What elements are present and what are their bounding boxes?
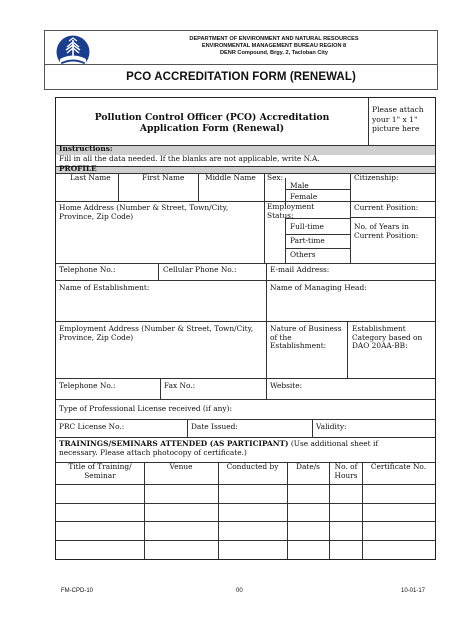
divider bbox=[287, 462, 288, 559]
divider bbox=[266, 280, 267, 378]
male-option[interactable]: Male bbox=[290, 181, 309, 190]
divider bbox=[285, 218, 286, 263]
agency-line-1: DEPARTMENT OF ENVIRONMENT AND NATURAL RESOURCES bbox=[189, 36, 359, 42]
managing-head-label: Name of Managing Head: bbox=[270, 283, 367, 292]
establishment-category-label: Establishment Category based on DAO 20AA-BB: bbox=[352, 324, 423, 351]
sex-label: Sex: bbox=[267, 173, 284, 182]
footer-date: 10-01-17 bbox=[401, 588, 426, 594]
divider bbox=[218, 462, 219, 559]
agency-line-3: DENR Compound, Brgy. 2, Tacloban City bbox=[220, 49, 328, 56]
divider bbox=[187, 419, 188, 437]
divider bbox=[56, 321, 435, 322]
divider bbox=[285, 234, 350, 235]
divider bbox=[56, 419, 435, 420]
validity-label: Validity: bbox=[316, 422, 347, 431]
divider bbox=[350, 217, 435, 218]
divider bbox=[56, 263, 435, 264]
divider bbox=[266, 378, 267, 399]
divider bbox=[56, 484, 435, 485]
divider bbox=[56, 378, 435, 379]
footer-form-code: FM-CPD-10 bbox=[61, 588, 94, 594]
col-cert-header: Certificate No. bbox=[370, 462, 427, 471]
trainings-note: (Use additional sheet if bbox=[288, 439, 379, 448]
divider bbox=[329, 462, 330, 559]
agency-line-2: ENVIRONMENTAL MANAGEMENT BUREAU REGION 8 bbox=[201, 42, 347, 49]
divider bbox=[118, 173, 119, 201]
application-form bbox=[55, 97, 436, 560]
years-position-label: No. of Years in Current Position: bbox=[354, 222, 419, 240]
trainings-note-2: necessary. Please attach photocopy of certificate.) bbox=[59, 448, 247, 457]
footer-revision: 00 bbox=[236, 588, 243, 594]
col-title-header: Title of Training/ Seminar bbox=[68, 462, 132, 480]
divider bbox=[158, 263, 159, 280]
full-time-option[interactable]: Full-time bbox=[290, 222, 324, 231]
divider bbox=[56, 166, 435, 167]
first-name-label: First Name bbox=[142, 173, 185, 182]
profile-shade bbox=[56, 166, 435, 173]
divider bbox=[264, 173, 265, 263]
establishment-label: Name of Establishment: bbox=[59, 283, 150, 292]
last-name-label: Last Name bbox=[70, 173, 111, 182]
col-conducted-header: Conducted by bbox=[226, 462, 279, 471]
divider bbox=[347, 321, 348, 378]
col-dates-header: Date/s bbox=[296, 462, 320, 471]
divider bbox=[56, 521, 435, 522]
date-issued-label: Date Issued: bbox=[191, 422, 238, 431]
profile-label: PROFILE bbox=[59, 164, 97, 173]
license-type-label: Type of Professional License received (if any): bbox=[59, 404, 232, 413]
form-title-box bbox=[44, 64, 438, 90]
divider bbox=[312, 419, 313, 437]
divider bbox=[56, 503, 435, 504]
divider bbox=[56, 540, 435, 541]
citizenship-label: Citizenship: bbox=[354, 173, 399, 182]
divider bbox=[144, 462, 145, 559]
instructions-text: Fill in all the data needed. If the blanks are not applicable, write N.A. bbox=[59, 154, 320, 163]
divider bbox=[56, 201, 435, 202]
main-title-line-1: Pollution Control Officer (PCO) Accreditation bbox=[94, 112, 330, 123]
agency-block bbox=[115, 36, 433, 57]
home-address-label: Home Address (Number & Street, Town/City, Province, Zip Code) bbox=[59, 203, 229, 221]
divider bbox=[285, 248, 350, 249]
divider bbox=[160, 378, 161, 399]
main-title-line-2: Application Form (Renewal) bbox=[139, 123, 285, 134]
fax-label: Fax No.: bbox=[164, 381, 196, 390]
divider bbox=[56, 280, 435, 281]
email-label: E-mail Address: bbox=[270, 265, 330, 274]
instructions-label: Instructions: bbox=[59, 144, 113, 153]
part-time-option[interactable]: Part-time bbox=[290, 236, 325, 245]
trainings-title: TRAININGS/SEMINARS ATTENDED (AS PARTICIPANT) bbox=[59, 439, 289, 448]
divider bbox=[266, 263, 267, 280]
telephone-2-label: Telephone No.: bbox=[59, 381, 116, 390]
middle-name-label: Middle Name bbox=[205, 173, 256, 182]
others-option[interactable]: Others bbox=[290, 250, 316, 259]
divider bbox=[198, 173, 199, 201]
col-hours-header: No. of Hours bbox=[334, 462, 358, 480]
col-venue-header: Venue bbox=[169, 462, 193, 471]
divider bbox=[56, 437, 435, 438]
employment-status-label: Employment Status: bbox=[267, 202, 315, 220]
divider bbox=[350, 173, 351, 263]
picture-placeholder[interactable]: Please attach your 1" x 1" picture here bbox=[372, 105, 424, 134]
prc-license-label: PRC License No.: bbox=[59, 422, 125, 431]
cellular-label: Cellular Phone No.: bbox=[163, 265, 237, 274]
form-title: PCO ACCREDITATION FORM (RENEWAL) bbox=[126, 71, 356, 83]
divider bbox=[368, 98, 369, 145]
current-position-label: Current Position: bbox=[354, 203, 419, 212]
telephone-label: Telephone No.: bbox=[59, 265, 116, 274]
female-option[interactable]: Female bbox=[290, 192, 318, 201]
website-label: Website: bbox=[270, 381, 303, 390]
divider bbox=[56, 399, 435, 400]
divider bbox=[362, 462, 363, 559]
nature-business-label: Nature of Business of the Establishment: bbox=[270, 324, 342, 351]
employment-address-label: Employment Address (Number & Street, Town/City, Province, Zip Code) bbox=[59, 324, 254, 342]
